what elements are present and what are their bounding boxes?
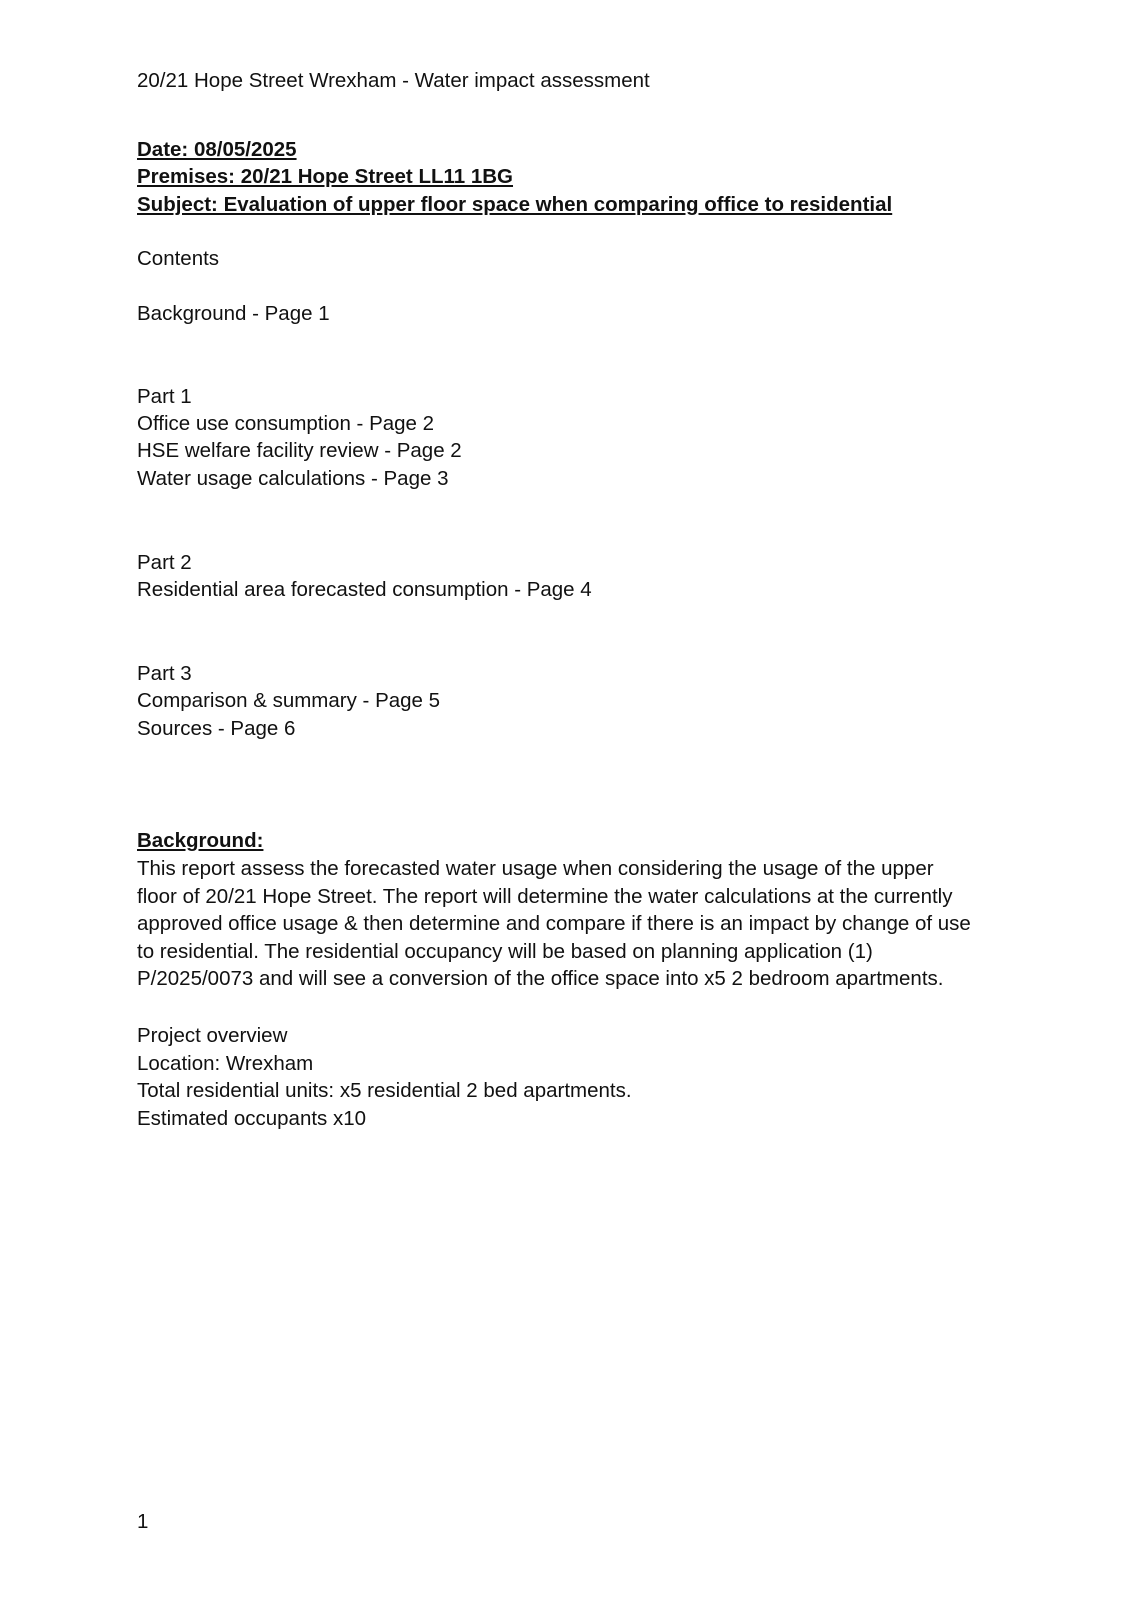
paragraph-line: approved office usage & then determine and compare if there is an impact by change of use	[137, 912, 971, 935]
contents-heading: Contents	[137, 247, 220, 270]
contents-item: Office use consumption - Page 2	[137, 412, 435, 435]
overview-location: Location: Wrexham	[137, 1052, 314, 1075]
overview-occupants: Estimated occupants x10	[137, 1107, 367, 1130]
overview-heading: Project overview	[137, 1024, 288, 1047]
subject-line: Subject: Evaluation of upper floor space when comparing office to residential	[137, 193, 893, 216]
background-paragraph	[137, 855, 997, 993]
paragraph-line: floor of 20/21 Hope Street. The report will determine the water calculations at the currently	[137, 884, 953, 908]
contents-background-entry: Background - Page 1	[137, 302, 330, 325]
paragraph-line: to residential. The residential occupancy will be based on planning application (1)	[137, 939, 873, 963]
contents-item: HSE welfare facility review - Page 2	[137, 439, 462, 462]
running-title: 20/21 Hope Street Wrexham - Water impact assessment	[137, 69, 650, 92]
paragraph-line: P/2025/0073 and will see a conversion of the office space into x5 2 bedroom apartments.	[137, 967, 944, 990]
overview-units: Total residential units: x5 residential 2 bed apartments.	[137, 1079, 632, 1102]
contents-part2-label: Part 2	[137, 551, 192, 574]
premises-line: Premises: 20/21 Hope Street LL11 1BG	[137, 165, 514, 188]
contents-item: Residential area forecasted consumption - Page 4	[137, 578, 592, 601]
contents-part3-label: Part 3	[137, 662, 192, 685]
contents-part1-label: Part 1	[137, 385, 192, 408]
contents-item: Sources - Page 6	[137, 717, 296, 740]
page-number: 1	[137, 1510, 149, 1533]
paragraph-line: This report assess the forecasted water usage when considering the usage of the upper	[137, 857, 934, 880]
contents-item: Water usage calculations - Page 3	[137, 467, 449, 490]
date-line: Date: 08/05/2025	[137, 138, 297, 161]
contents-item: Comparison & summary - Page 5	[137, 689, 441, 712]
background-heading: Background:	[137, 829, 264, 852]
